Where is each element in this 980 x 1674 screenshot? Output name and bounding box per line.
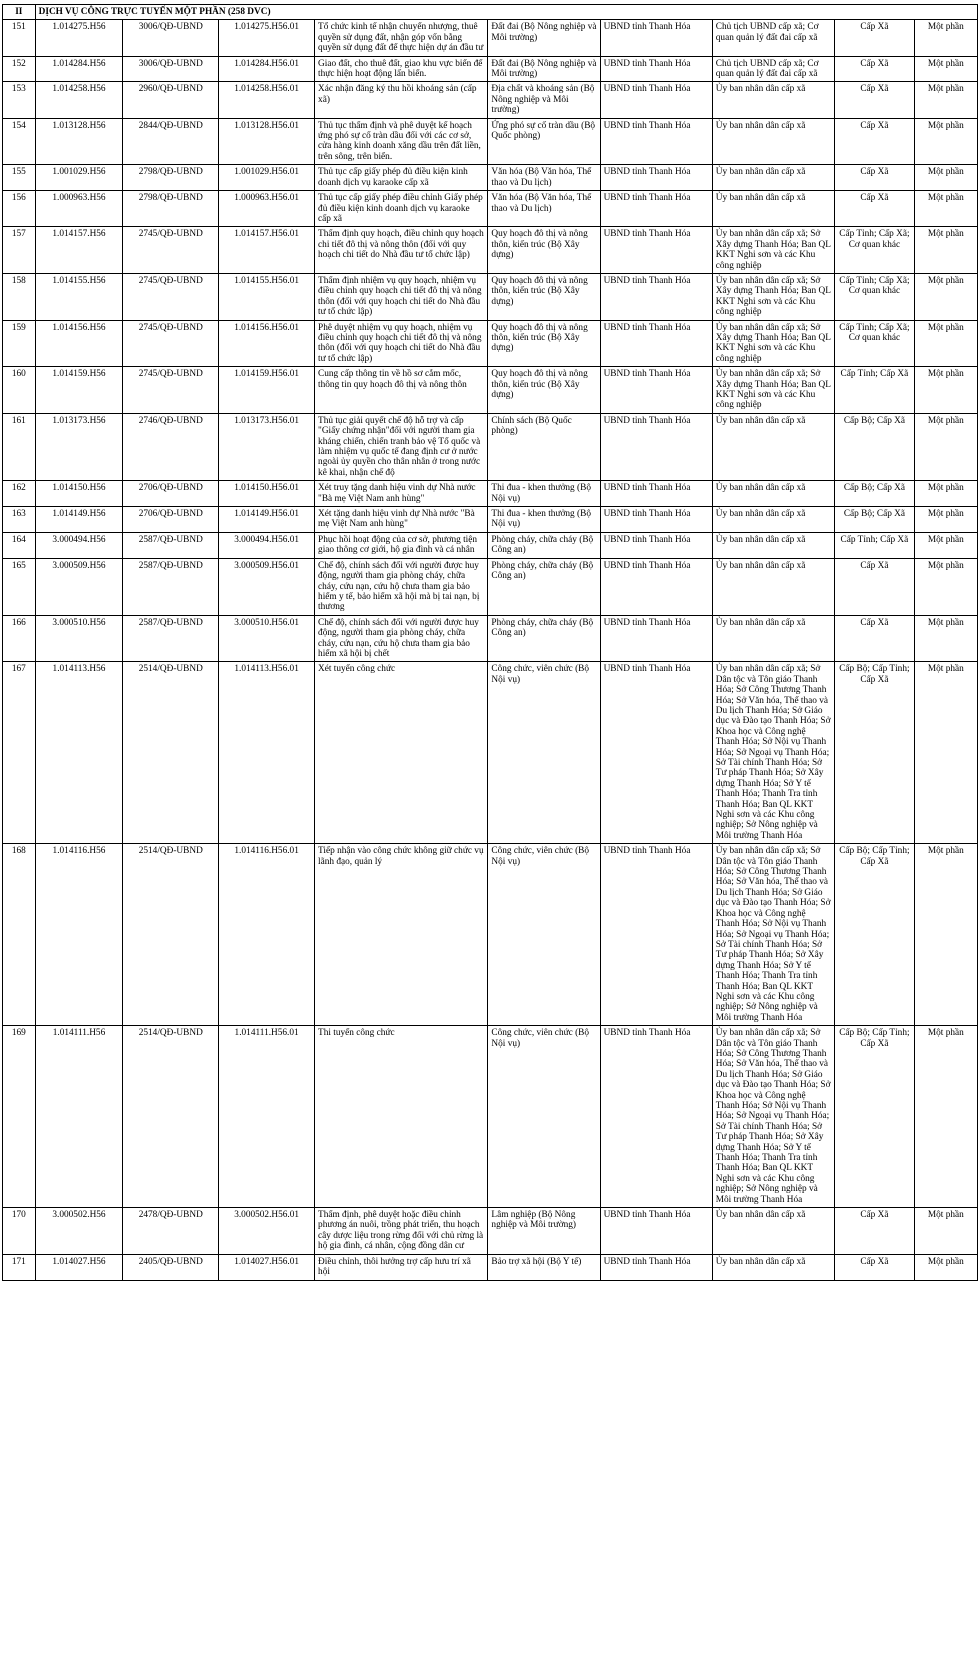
table-row bbox=[3, 320, 978, 367]
cell-code: 3.000494.H56 bbox=[35, 532, 123, 558]
cell-agency: UBND tỉnh Thanh Hóa bbox=[600, 1254, 712, 1280]
cell-code: 3.000509.H56 bbox=[35, 558, 123, 615]
cell-name: Thẩm định nhiệm vụ quy hoạch, nhiệm vụ điều chỉnh quy hoạch chi tiết đô thị và nông thôn (đối với quy hoạch chi tiết do Nhà đầu tư tổ chức lập) bbox=[315, 273, 488, 320]
cell-field: Phòng cháy, chữa cháy (Bộ Công an) bbox=[488, 558, 600, 615]
cell-impl: Ủy ban nhân dân cấp xã bbox=[712, 615, 834, 662]
cell-agency: UBND tỉnh Thanh Hóa bbox=[600, 507, 712, 533]
table-row bbox=[3, 1254, 978, 1280]
cell-agency: UBND tỉnh Thanh Hóa bbox=[600, 367, 712, 414]
cell-decision: 2478/QĐ-UBND bbox=[123, 1208, 219, 1255]
cell-impl: Ủy ban nhân dân cấp xã bbox=[712, 481, 834, 507]
cell-code: 1.014027.H56 bbox=[35, 1254, 123, 1280]
cell-no: 158 bbox=[3, 273, 36, 320]
cell-name: Thủ tục giải quyết chế độ hỗ trợ và cấp "Giấy chứng nhận"đối với người tham gia kháng chiến, chiến tranh bảo vệ Tổ quốc và làm nhiệm vụ quốc tế đang định cư ở nước ngoài ủy quyền cho thân nhân ở trong nước kê khai, nhận chế độ bbox=[315, 413, 488, 480]
cell-field: Quy hoạch đô thị và nông thôn, kiến trúc (Bộ Xây dựng) bbox=[488, 227, 600, 274]
cell-decision: 2745/QĐ-UBND bbox=[123, 227, 219, 274]
cell-field: Địa chất và khoáng sản (Bộ Nông nghiệp và Môi trường) bbox=[488, 82, 600, 118]
cell-field: Ứng phó sự cố tràn dầu (Bộ Quốc phòng) bbox=[488, 118, 600, 165]
cell-code2: 1.014116.H56.01 bbox=[219, 844, 315, 1026]
cell-no: 160 bbox=[3, 367, 36, 414]
cell-level: Cấp Tỉnh; Cấp Xã; Cơ quan khác bbox=[835, 273, 915, 320]
table-row bbox=[3, 118, 978, 165]
cell-decision: 2405/QĐ-UBND bbox=[123, 1254, 219, 1280]
cell-decision: 2587/QĐ-UBND bbox=[123, 532, 219, 558]
cell-agency: UBND tỉnh Thanh Hóa bbox=[600, 56, 712, 82]
cell-code: 1.014156.H56 bbox=[35, 320, 123, 367]
table-row bbox=[3, 165, 978, 191]
cell-impl: Ủy ban nhân dân cấp xã bbox=[712, 558, 834, 615]
cell-name: Tiếp nhận vào công chức không giữ chức vụ lãnh đạo, quản lý bbox=[315, 844, 488, 1026]
cell-agency: UBND tỉnh Thanh Hóa bbox=[600, 165, 712, 191]
cell-code2: 1.014156.H56.01 bbox=[219, 320, 315, 367]
cell-level: Cấp Bộ; Cấp Tỉnh; Cấp Xã bbox=[835, 844, 915, 1026]
cell-impl: Chủ tịch UBND cấp xã; Cơ quan quản lý đất đai cấp xã bbox=[712, 20, 834, 56]
table-row bbox=[3, 413, 978, 480]
cell-no: 153 bbox=[3, 82, 36, 118]
cell-code2: 3.000502.H56.01 bbox=[219, 1208, 315, 1255]
cell-code: 1.014258.H56 bbox=[35, 82, 123, 118]
table-body bbox=[3, 5, 978, 1281]
cell-decision: 2746/QĐ-UBND bbox=[123, 413, 219, 480]
table-row bbox=[3, 367, 978, 414]
cell-field: Đất đai (Bộ Nông nghiệp và Môi trường) bbox=[488, 56, 600, 82]
cell-code2: 1.014159.H56.01 bbox=[219, 367, 315, 414]
cell-name: Thủ tục cấp giấy phép đủ điều kiện kinh doanh dịch vụ karaoke cấp xã bbox=[315, 165, 488, 191]
table-row bbox=[3, 662, 978, 844]
cell-no: 167 bbox=[3, 662, 36, 844]
cell-agency: UBND tỉnh Thanh Hóa bbox=[600, 1026, 712, 1208]
cell-level: Cấp Xã bbox=[835, 1208, 915, 1255]
cell-field: Công chức, viên chức (Bộ Nội vụ) bbox=[488, 1026, 600, 1208]
section-header-row bbox=[3, 5, 978, 20]
cell-field: Thi đua - khen thưởng (Bộ Nội vụ) bbox=[488, 507, 600, 533]
cell-type: Một phần bbox=[914, 191, 977, 227]
cell-code: 1.014116.H56 bbox=[35, 844, 123, 1026]
table-row bbox=[3, 273, 978, 320]
cell-agency: UBND tỉnh Thanh Hóa bbox=[600, 844, 712, 1026]
cell-level: Cấp Bộ; Cấp Xã bbox=[835, 481, 915, 507]
cell-level: Cấp Xã bbox=[835, 20, 915, 56]
cell-code2: 1.014157.H56.01 bbox=[219, 227, 315, 274]
cell-decision: 2514/QĐ-UBND bbox=[123, 844, 219, 1026]
cell-no: 171 bbox=[3, 1254, 36, 1280]
cell-type: Một phần bbox=[914, 558, 977, 615]
cell-type: Một phần bbox=[914, 1254, 977, 1280]
cell-code2: 1.014111.H56.01 bbox=[219, 1026, 315, 1208]
cell-name: Thủ tục thẩm định và phê duyệt kế hoạch ứng phó sự cố tràn dầu đối với các cơ sở, cửa hàng kinh doanh xăng dầu trên đất liền, trên sông, trên biển. bbox=[315, 118, 488, 165]
cell-level: Cấp Tỉnh; Cấp Xã; Cơ quan khác bbox=[835, 320, 915, 367]
table-row bbox=[3, 532, 978, 558]
cell-no: 170 bbox=[3, 1208, 36, 1255]
cell-decision: 2745/QĐ-UBND bbox=[123, 320, 219, 367]
cell-code2: 1.014150.H56.01 bbox=[219, 481, 315, 507]
cell-no: 164 bbox=[3, 532, 36, 558]
cell-name: Thi tuyển công chức bbox=[315, 1026, 488, 1208]
cell-field: Quy hoạch đô thị và nông thôn, kiến trúc (Bộ Xây dựng) bbox=[488, 367, 600, 414]
cell-level: Cấp Bộ; Cấp Tỉnh; Cấp Xã bbox=[835, 662, 915, 844]
cell-impl: Ủy ban nhân dân cấp xã bbox=[712, 82, 834, 118]
cell-code: 3.000502.H56 bbox=[35, 1208, 123, 1255]
cell-type: Một phần bbox=[914, 615, 977, 662]
table-row bbox=[3, 1208, 978, 1255]
cell-impl: Ủy ban nhân dân cấp xã bbox=[712, 532, 834, 558]
cell-level: Cấp Xã bbox=[835, 165, 915, 191]
cell-level: Cấp Bộ; Cấp Xã bbox=[835, 507, 915, 533]
cell-no: 154 bbox=[3, 118, 36, 165]
table-row bbox=[3, 481, 978, 507]
cell-name: Cung cấp thông tin về hồ sơ cắm mốc, thông tin quy hoạch đô thị và nông thôn bbox=[315, 367, 488, 414]
cell-level: Cấp Bộ; Cấp Tỉnh; Cấp Xã bbox=[835, 1026, 915, 1208]
cell-code: 1.014155.H56 bbox=[35, 273, 123, 320]
cell-code2: 1.001029.H56.01 bbox=[219, 165, 315, 191]
cell-name: Xác nhận đăng ký thu hồi khoáng sản (cấp xã) bbox=[315, 82, 488, 118]
cell-name: Thủ tục cấp giấy phép điều chỉnh Giấy phép đủ điều kiện kinh doanh dịch vụ karaoke cấp xã bbox=[315, 191, 488, 227]
cell-agency: UBND tỉnh Thanh Hóa bbox=[600, 558, 712, 615]
cell-type: Một phần bbox=[914, 82, 977, 118]
cell-code: 3.000510.H56 bbox=[35, 615, 123, 662]
cell-level: Cấp Tỉnh; Cấp Xã; Cơ quan khác bbox=[835, 227, 915, 274]
cell-level: Cấp Xã bbox=[835, 56, 915, 82]
cell-impl: Ủy ban nhân dân cấp xã; Sở Xây dựng Thanh Hóa; Ban QL KKT Nghi sơn và các Khu công nghiệp bbox=[712, 367, 834, 414]
cell-code: 1.014159.H56 bbox=[35, 367, 123, 414]
cell-no: 168 bbox=[3, 844, 36, 1026]
cell-impl: Ủy ban nhân dân cấp xã; Sở Xây dựng Thanh Hóa; Ban QL KKT Nghi sơn và các Khu công nghiệp bbox=[712, 227, 834, 274]
cell-name: Phê duyệt nhiệm vụ quy hoạch, nhiệm vụ điều chỉnh quy hoạch chi tiết đô thị và nông thôn (đối với quy hoạch chi tiết do Nhà đầu tư tổ chức lập) bbox=[315, 320, 488, 367]
cell-impl: Ủy ban nhân dân cấp xã bbox=[712, 191, 834, 227]
cell-level: Cấp Tỉnh; Cấp Xã bbox=[835, 367, 915, 414]
cell-code2: 1.014027.H56.01 bbox=[219, 1254, 315, 1280]
cell-agency: UBND tỉnh Thanh Hóa bbox=[600, 662, 712, 844]
cell-level: Cấp Bộ; Cấp Xã bbox=[835, 413, 915, 480]
table-row bbox=[3, 56, 978, 82]
cell-no: 165 bbox=[3, 558, 36, 615]
cell-field: Bảo trợ xã hội (Bộ Y tế) bbox=[488, 1254, 600, 1280]
cell-type: Một phần bbox=[914, 507, 977, 533]
cell-name: Giao đất, cho thuê đất, giao khu vực biển để thực hiện hoạt động lấn biển. bbox=[315, 56, 488, 82]
cell-code: 1.014157.H56 bbox=[35, 227, 123, 274]
cell-name: Tổ chức kinh tế nhận chuyển nhượng, thuê quyền sử dụng đất, nhận góp vốn bằng quyền sử dụng đất để thực hiện dự án đầu tư bbox=[315, 20, 488, 56]
cell-decision: 2844/QĐ-UBND bbox=[123, 118, 219, 165]
cell-type: Một phần bbox=[914, 662, 977, 844]
cell-no: 159 bbox=[3, 320, 36, 367]
cell-field: Công chức, viên chức (Bộ Nội vụ) bbox=[488, 844, 600, 1026]
cell-level: Cấp Xã bbox=[835, 615, 915, 662]
cell-impl: Ủy ban nhân dân cấp xã; Sở Dân tộc và Tôn giáo Thanh Hóa; Sở Công Thương Thanh Hóa; Sở Văn hóa, Thể thao và Du lịch Thanh Hóa; Sở Giáo dục và Đào tạo Thanh Hóa; Sở Khoa học và Công nghệ Thanh Hóa; Sở Nội vụ Thanh Hóa; Sở Ngoại vụ Thanh Hóa; Sở Tài chính Thanh Hóa; Sở Tư pháp Thanh Hóa; Sở Xây dựng Thanh Hóa; Sở Y tế Thanh Hóa; Thanh Tra tỉnh Thanh Hóa; Ban QL KKT Nghi sơn và các Khu công nghiệp; Sở Nông nghiệp và Môi trường Thanh Hóa bbox=[712, 1026, 834, 1208]
table-row bbox=[3, 20, 978, 56]
cell-agency: UBND tỉnh Thanh Hóa bbox=[600, 20, 712, 56]
cell-field: Quy hoạch đô thị và nông thôn, kiến trúc (Bộ Xây dựng) bbox=[488, 273, 600, 320]
cell-level: Cấp Xã bbox=[835, 558, 915, 615]
cell-decision: 2745/QĐ-UBND bbox=[123, 367, 219, 414]
cell-level: Cấp Xã bbox=[835, 191, 915, 227]
cell-type: Một phần bbox=[914, 118, 977, 165]
cell-code: 1.001029.H56 bbox=[35, 165, 123, 191]
cell-decision: 2960/QĐ-UBND bbox=[123, 82, 219, 118]
cell-name: Xét truy tặng danh hiệu vinh dự Nhà nước "Bà mẹ Việt Nam anh hùng" bbox=[315, 481, 488, 507]
cell-impl: Ủy ban nhân dân cấp xã; Sở Dân tộc và Tôn giáo Thanh Hóa; Sở Công Thương Thanh Hóa; Sở Văn hóa, Thể thao và Du lịch Thanh Hóa; Sở Giáo dục và Đào tạo Thanh Hóa; Sở Khoa học và Công nghệ Thanh Hóa; Sở Nội vụ Thanh Hóa; Sở Ngoại vụ Thanh Hóa; Sở Tài chính Thanh Hóa; Sở Tư pháp Thanh Hóa; Sở Xây dựng Thanh Hóa; Sở Y tế Thanh Hóa; Thanh Tra tỉnh Thanh Hóa; Ban QL KKT Nghi sơn và các Khu công nghiệp; Sở Nông nghiệp và Môi trường Thanh Hóa bbox=[712, 662, 834, 844]
cell-code2: 1.014275.H56.01 bbox=[219, 20, 315, 56]
cell-decision: 3006/QĐ-UBND bbox=[123, 20, 219, 56]
cell-impl: Ủy ban nhân dân cấp xã bbox=[712, 118, 834, 165]
cell-agency: UBND tỉnh Thanh Hóa bbox=[600, 227, 712, 274]
cell-code: 1.013128.H56 bbox=[35, 118, 123, 165]
cell-impl: Ủy ban nhân dân cấp xã bbox=[712, 1208, 834, 1255]
cell-code: 1.013173.H56 bbox=[35, 413, 123, 480]
section-label: II bbox=[3, 5, 36, 20]
cell-type: Một phần bbox=[914, 165, 977, 191]
cell-impl: Ủy ban nhân dân cấp xã bbox=[712, 165, 834, 191]
cell-field: Lâm nghiệp (Bộ Nông nghiệp và Môi trường) bbox=[488, 1208, 600, 1255]
cell-agency: UBND tỉnh Thanh Hóa bbox=[600, 118, 712, 165]
cell-type: Một phần bbox=[914, 227, 977, 274]
cell-agency: UBND tỉnh Thanh Hóa bbox=[600, 532, 712, 558]
cell-type: Một phần bbox=[914, 532, 977, 558]
cell-code: 1.014149.H56 bbox=[35, 507, 123, 533]
cell-no: 155 bbox=[3, 165, 36, 191]
cell-decision: 2706/QĐ-UBND bbox=[123, 481, 219, 507]
cell-level: Cấp Tỉnh; Cấp Xã bbox=[835, 532, 915, 558]
cell-agency: UBND tỉnh Thanh Hóa bbox=[600, 273, 712, 320]
cell-name: Xét tuyển công chức bbox=[315, 662, 488, 844]
cell-code2: 3.000509.H56.01 bbox=[219, 558, 315, 615]
cell-type: Một phần bbox=[914, 413, 977, 480]
table-row bbox=[3, 227, 978, 274]
table-row bbox=[3, 844, 978, 1026]
cell-type: Một phần bbox=[914, 481, 977, 507]
cell-field: Chính sách (Bộ Quốc phòng) bbox=[488, 413, 600, 480]
cell-agency: UBND tỉnh Thanh Hóa bbox=[600, 481, 712, 507]
cell-agency: UBND tỉnh Thanh Hóa bbox=[600, 191, 712, 227]
cell-code2: 1.014258.H56.01 bbox=[219, 82, 315, 118]
cell-impl: Ủy ban nhân dân cấp xã; Sở Xây dựng Thanh Hóa; Ban QL KKT Nghi sơn và các Khu công nghiệp bbox=[712, 273, 834, 320]
cell-field: Văn hóa (Bộ Văn hóa, Thể thao và Du lịch) bbox=[488, 191, 600, 227]
cell-agency: UBND tỉnh Thanh Hóa bbox=[600, 413, 712, 480]
cell-name: Phục hồi hoạt động của cơ sở, phương tiện giao thông cơ giới, hộ gia đình và cá nhân bbox=[315, 532, 488, 558]
table-row bbox=[3, 82, 978, 118]
cell-code: 1.000963.H56 bbox=[35, 191, 123, 227]
cell-field: Thi đua - khen thưởng (Bộ Nội vụ) bbox=[488, 481, 600, 507]
cell-decision: 2798/QĐ-UBND bbox=[123, 191, 219, 227]
cell-code: 1.014284.H56 bbox=[35, 56, 123, 82]
table-row bbox=[3, 615, 978, 662]
cell-no: 161 bbox=[3, 413, 36, 480]
cell-no: 169 bbox=[3, 1026, 36, 1208]
cell-level: Cấp Xã bbox=[835, 118, 915, 165]
cell-no: 163 bbox=[3, 507, 36, 533]
cell-no: 157 bbox=[3, 227, 36, 274]
cell-code2: 1.013128.H56.01 bbox=[219, 118, 315, 165]
cell-decision: 2798/QĐ-UBND bbox=[123, 165, 219, 191]
cell-no: 162 bbox=[3, 481, 36, 507]
cell-name: Chế độ, chính sách đối với người được huy động, người tham gia phòng cháy, chữa cháy, cứu nạn, cứu hộ chưa tham gia bảo hiểm y tế, bảo hiểm xã hội mà bị tai nạn, bị thương bbox=[315, 558, 488, 615]
cell-code2: 1.014113.H56.01 bbox=[219, 662, 315, 844]
section-title: DỊCH VỤ CÔNG TRỰC TUYẾN MỘT PHẦN (258 DVC) bbox=[35, 5, 977, 20]
cell-impl: Ủy ban nhân dân cấp xã; Sở Xây dựng Thanh Hóa; Ban QL KKT Nghi sơn và các Khu công nghiệp bbox=[712, 320, 834, 367]
table-row bbox=[3, 558, 978, 615]
cell-field: Đất đai (Bộ Nông nghiệp và Môi trường) bbox=[488, 20, 600, 56]
cell-type: Một phần bbox=[914, 367, 977, 414]
cell-agency: UBND tỉnh Thanh Hóa bbox=[600, 320, 712, 367]
cell-agency: UBND tỉnh Thanh Hóa bbox=[600, 1208, 712, 1255]
cell-type: Một phần bbox=[914, 20, 977, 56]
cell-code: 1.014150.H56 bbox=[35, 481, 123, 507]
cell-name: Xét tặng danh hiệu vinh dự Nhà nước "Bà mẹ Việt Nam anh hùng" bbox=[315, 507, 488, 533]
cell-code: 1.014275.H56 bbox=[35, 20, 123, 56]
cell-type: Một phần bbox=[914, 1026, 977, 1208]
cell-type: Một phần bbox=[914, 844, 977, 1026]
table-row bbox=[3, 1026, 978, 1208]
cell-impl: Ủy ban nhân dân cấp xã bbox=[712, 507, 834, 533]
cell-code2: 3.000510.H56.01 bbox=[219, 615, 315, 662]
cell-agency: UBND tỉnh Thanh Hóa bbox=[600, 82, 712, 118]
cell-type: Một phần bbox=[914, 1208, 977, 1255]
cell-agency: UBND tỉnh Thanh Hóa bbox=[600, 615, 712, 662]
cell-field: Văn hóa (Bộ Văn hóa, Thể thao và Du lịch) bbox=[488, 165, 600, 191]
cell-code: 1.014111.H56 bbox=[35, 1026, 123, 1208]
cell-code: 1.014113.H56 bbox=[35, 662, 123, 844]
cell-name: Thẩm định, phê duyệt hoặc điều chỉnh phương án nuôi, trồng phát triển, thu hoạch cây dược liệu trong rừng đối với chủ rừng là hộ gia đình, cá nhân, cộng đồng dân cư bbox=[315, 1208, 488, 1255]
cell-type: Một phần bbox=[914, 273, 977, 320]
cell-name: Chế độ, chính sách đối với người được huy động, người tham gia phòng cháy, chữa cháy, cứu nạn, cứu hộ chưa tham gia bảo hiểm xã hội bị chết bbox=[315, 615, 488, 662]
cell-type: Một phần bbox=[914, 56, 977, 82]
cell-decision: 2587/QĐ-UBND bbox=[123, 558, 219, 615]
cell-name: Thẩm định quy hoạch, điều chỉnh quy hoạch chi tiết đô thị và nông thôn (đối với quy hoạch chi tiết do Nhà đầu tư tổ chức lập) bbox=[315, 227, 488, 274]
cell-code2: 1.014149.H56.01 bbox=[219, 507, 315, 533]
table-row bbox=[3, 507, 978, 533]
cell-decision: 2587/QĐ-UBND bbox=[123, 615, 219, 662]
cell-decision: 2745/QĐ-UBND bbox=[123, 273, 219, 320]
cell-impl: Ủy ban nhân dân cấp xã; Sở Dân tộc và Tôn giáo Thanh Hóa; Sở Công Thương Thanh Hóa; Sở Văn hóa, Thể thao và Du lịch Thanh Hóa; Sở Giáo dục và Đào tạo Thanh Hóa; Sở Khoa học và Công nghệ Thanh Hóa; Sở Nội vụ Thanh Hóa; Sở Ngoại vụ Thanh Hóa; Sở Tài chính Thanh Hóa; Sở Tư pháp Thanh Hóa; Sở Xây dựng Thanh Hóa; Sở Y tế Thanh Hóa; Thanh Tra tỉnh Thanh Hóa; Ban QL KKT Nghi sơn và các Khu công nghiệp; Sở Nông nghiệp và Môi trường Thanh Hóa bbox=[712, 844, 834, 1026]
cell-decision: 2514/QĐ-UBND bbox=[123, 1026, 219, 1208]
cell-decision: 2706/QĐ-UBND bbox=[123, 507, 219, 533]
cell-name: Điều chỉnh, thôi hưởng trợ cấp hưu trí xã hội bbox=[315, 1254, 488, 1280]
cell-level: Cấp Xã bbox=[835, 82, 915, 118]
cell-code2: 1.000963.H56.01 bbox=[219, 191, 315, 227]
cell-decision: 3006/QĐ-UBND bbox=[123, 56, 219, 82]
cell-field: Quy hoạch đô thị và nông thôn, kiến trúc (Bộ Xây dựng) bbox=[488, 320, 600, 367]
cell-impl: Ủy ban nhân dân cấp xã bbox=[712, 413, 834, 480]
cell-impl: Ủy ban nhân dân cấp xã bbox=[712, 1254, 834, 1280]
cell-code2: 1.013173.H56.01 bbox=[219, 413, 315, 480]
table-row bbox=[3, 191, 978, 227]
cell-code2: 1.014284.H56.01 bbox=[219, 56, 315, 82]
cell-decision: 2514/QĐ-UBND bbox=[123, 662, 219, 844]
cell-field: Phòng cháy, chữa cháy (Bộ Công an) bbox=[488, 615, 600, 662]
cell-code2: 1.014155.H56.01 bbox=[219, 273, 315, 320]
cell-no: 156 bbox=[3, 191, 36, 227]
cell-code2: 3.000494.H56.01 bbox=[219, 532, 315, 558]
cell-impl: Chủ tịch UBND cấp xã; Cơ quan quản lý đất đai cấp xã bbox=[712, 56, 834, 82]
cell-level: Cấp Xã bbox=[835, 1254, 915, 1280]
procedures-table bbox=[2, 4, 978, 1281]
cell-field: Phòng cháy, chữa cháy (Bộ Công an) bbox=[488, 532, 600, 558]
cell-no: 152 bbox=[3, 56, 36, 82]
cell-field: Công chức, viên chức (Bộ Nội vụ) bbox=[488, 662, 600, 844]
cell-no: 151 bbox=[3, 20, 36, 56]
cell-no: 166 bbox=[3, 615, 36, 662]
cell-type: Một phần bbox=[914, 320, 977, 367]
